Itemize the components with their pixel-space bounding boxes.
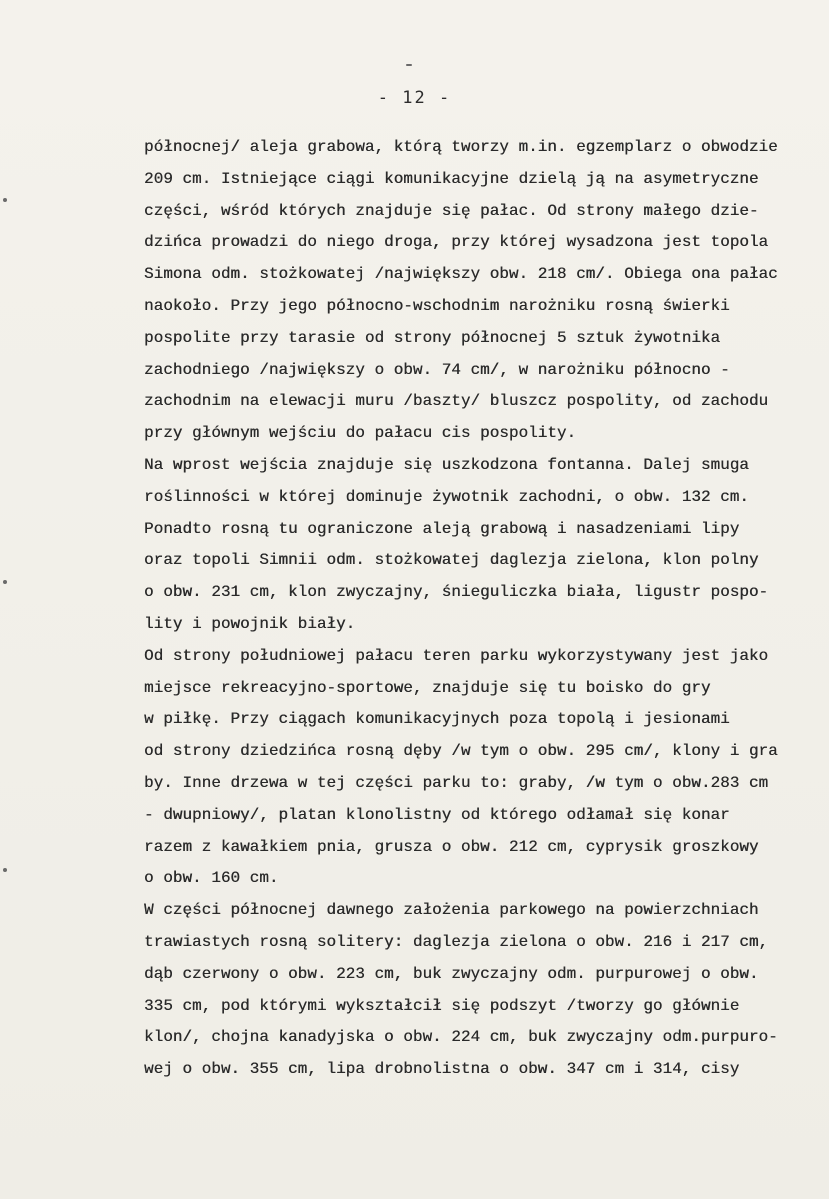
text-line: 209 cm. Istniejące ciągi komunikacyjne dzielą ją na asymetryczne — [144, 169, 759, 188]
text-line: naokoło. Przy jego północno-wschodnim narożniku rosną świerki — [144, 296, 730, 315]
text-line: razem z kawałkiem pnia, grusza o obw. 212 cm, cyprysik groszkowy — [144, 837, 759, 856]
text-line: od strony dziedzińca rosną dęby /w tym o obw. 295 cm/, klony i gra — [144, 742, 778, 761]
text-line: by. Inne drzewa w tej części parku to: graby, /w tym o obw.283 cm — [144, 773, 769, 792]
text-line: roślinności w której dominuje żywotnik zachodni, o obw. 132 cm. — [144, 487, 749, 506]
text-line: zachodniego /największy o obw. 74 cm/, w narożniku północno - — [144, 360, 730, 379]
punch-mark — [3, 868, 7, 872]
text-line: klon/, chojna kanadyjska o obw. 224 cm, buk zwyczajny odm.purpuro- — [144, 1028, 778, 1047]
text-line: - dwupniowy/, platan klonolistny od którego odłamał się konar — [144, 805, 730, 824]
text-line: wej o obw. 355 cm, lipa drobnolistna o obw. 347 cm i 314, cisy — [144, 1060, 740, 1079]
text-line: trawiastych rosną solitery: daglezja zielona o obw. 216 i 217 cm, — [144, 932, 769, 951]
text-line: dzińca prowadzi do niego droga, przy której wysadzona jest topola — [144, 233, 769, 252]
text-line: miejsce rekreacyjno-sportowe, znajduje się tu boisko do gry — [144, 678, 711, 697]
text-line: przy głównym wejściu do pałacu cis pospolity. — [144, 424, 577, 443]
document-body — [144, 132, 829, 1086]
punch-mark — [3, 580, 7, 584]
text-line: północnej/ aleja grabowa, którą tworzy m.in. egzemplarz o obwodzie — [144, 138, 778, 156]
text-line: dąb czerwony o obw. 223 cm, buk zwyczajny odm. purpurowej o obw. — [144, 964, 759, 983]
ink-speck — [406, 64, 412, 66]
text-line: Na wprost wejścia znajduje się uszkodzona fontanna. Dalej smuga — [144, 455, 749, 474]
text-line: Od strony południowej pałacu teren parku wykorzystywany jest jako — [144, 646, 769, 665]
text-line: o obw. 231 cm, klon zwyczajny, śnieguliczka biała, ligustr pospo- — [144, 583, 769, 602]
text-line: części, wśród których znajduje się pałac. Od strony małego dzie- — [144, 201, 759, 220]
text-line: Ponadto rosną tu ograniczone aleją grabową i nasadzeniami lipy — [144, 519, 740, 538]
punch-mark — [3, 198, 7, 202]
page-number: - 12 - — [377, 88, 452, 108]
text-line: 335 cm, pod którymi wykształcił się podszyt /tworzy go głównie — [144, 996, 740, 1015]
text-line: zachodnim na elewacji muru /baszty/ bluszcz pospolity, od zachodu — [144, 392, 769, 411]
text-line: o obw. 160 cm. — [144, 869, 279, 888]
text-line: lity i powojnik biały. — [144, 614, 356, 633]
text-line: w piłkę. Przy ciągach komunikacyjnych poza topolą i jesionami — [144, 710, 730, 729]
text-line: pospolite przy tarasie od strony północnej 5 sztuk żywotnika — [144, 328, 721, 347]
text-line: Simona odm. stożkowatej /największy obw. 218 cm/. Obiega ona pałac — [144, 265, 778, 284]
text-line: W części północnej dawnego założenia parkowego na powierzchniach — [144, 901, 759, 920]
text-line: oraz topoli Simnii odm. stożkowatej daglezja zielona, klon polny — [144, 551, 759, 570]
